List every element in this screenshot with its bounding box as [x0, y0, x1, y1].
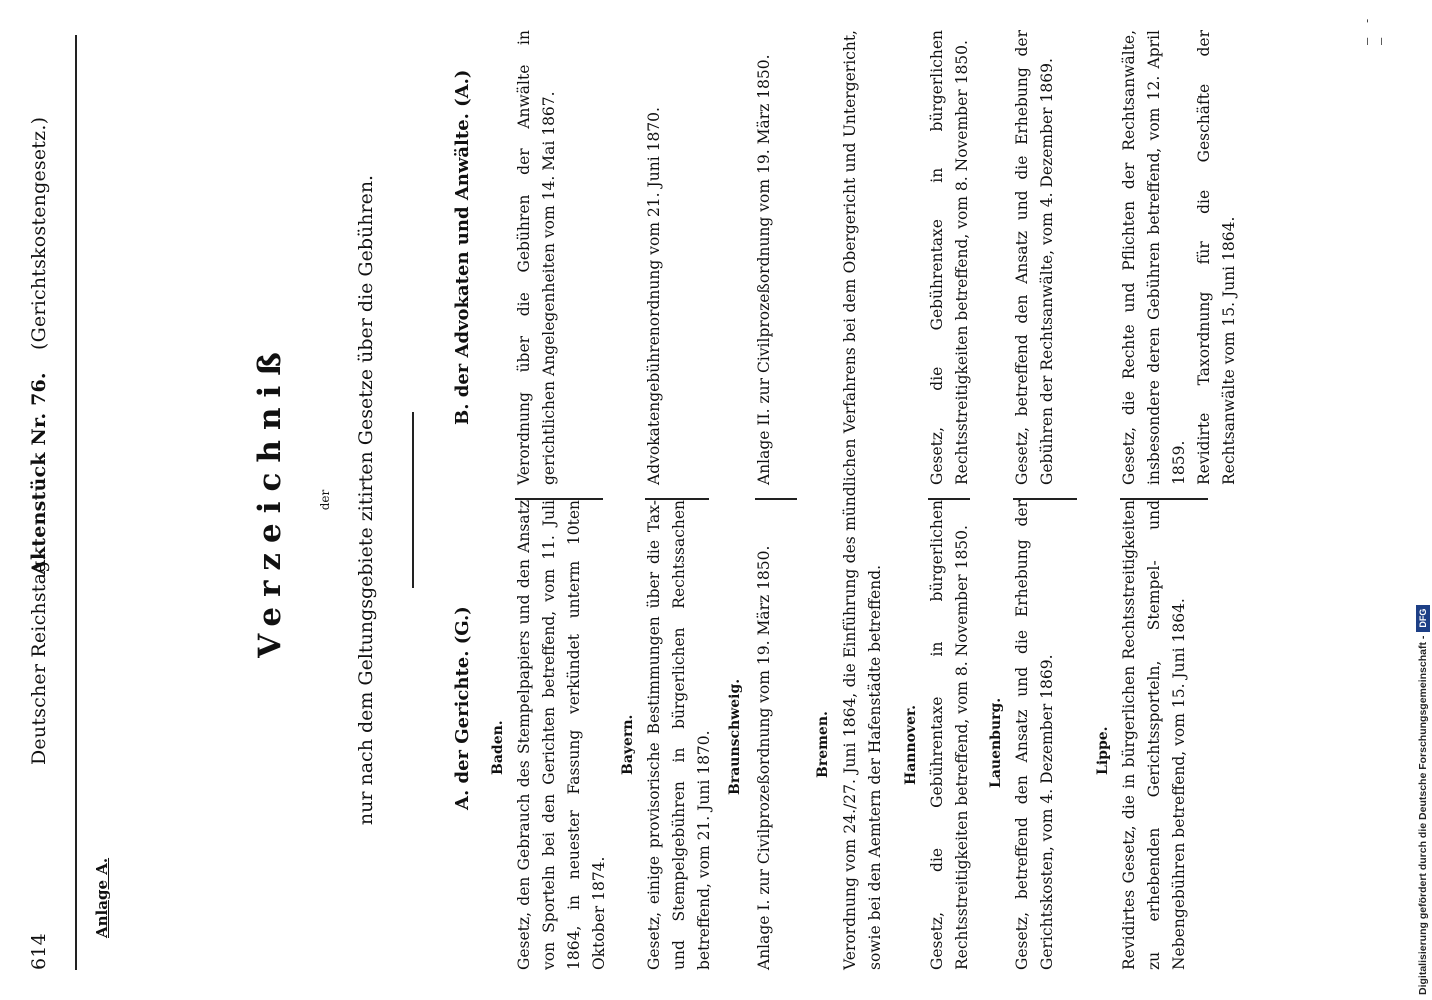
anwalt-entry: Anlage II. zur Civilprozeßordnung vom 19. März 1850. — [755, 54, 773, 485]
column-divider — [1013, 499, 1077, 501]
appendix-label: Anlage A. — [93, 857, 111, 938]
running-header — [28, 30, 54, 970]
column-divider — [515, 499, 603, 501]
anwalt-entry: Gesetz, die Rechte und Pflichten der Rechtsanwälte, insbesondere deren Gebühren betreffend, vom 12. April 1859. — [1120, 30, 1188, 485]
anwalt-entry: Verordnung über die Gebühren der Anwälte in gerichtlichen Angelegenheiten vom 14. Mai 1867. — [515, 30, 558, 485]
state-heading: Lauenburg. — [988, 697, 1004, 788]
section-a-heading: A. der Gerichte. (G.) — [452, 606, 473, 810]
state-heading: Bremen. — [815, 711, 831, 778]
gericht-entry: Gesetz, betreffend den Ansatz und die Erhebung der Gerichtskosten, vom 4. Dezember 1869. — [1013, 500, 1056, 970]
scan-margin-marks: — - — — [1360, 14, 1388, 45]
document-title: Verzeichniß — [252, 342, 288, 658]
state-heading: Lippe. — [1095, 726, 1111, 775]
gericht-entry: Anlage I. zur Civilprozeßordnung vom 19. März 1850. — [755, 545, 773, 970]
anwalt-entry: Revidirte Taxordnung für die Geschäfte der Rechtsanwälte vom 15. Juni 1864. — [1195, 30, 1238, 485]
state-heading: Baden. — [490, 720, 506, 775]
column-divider — [928, 499, 970, 501]
gericht-entry: Verordnung vom 24./27. Juni 1864, die Einführung des mündlichen Verfahrens bei dem Obergericht und Untergericht, sowie bei den Aemtern der Hafenstädte betreffend. — [841, 30, 884, 970]
state-heading: Braunschweig. — [727, 678, 743, 795]
digitization-credit — [1411, 4, 1432, 995]
document-subtitle: nur nach dem Geltungsgebiete zitirten Gesetze über die Gebühren. — [355, 174, 377, 826]
gericht-entry: Gesetz, den Gebrauch des Stempelpapiers und den Ansatz von Sporteln bei den Gerichten betreffend, vom 11. Juli 1864, in neuester Fassung verkündet unterm 10ten Oktober 1874. — [515, 500, 608, 970]
column-divider — [755, 499, 797, 501]
title-rule — [412, 412, 414, 588]
document-number: Aktenstück Nr. 76. — [28, 372, 50, 575]
law-name: (Gerichtskostengesetz.) — [28, 116, 50, 350]
journal-title: Deutscher Reichstag. — [28, 554, 50, 765]
state-heading: Hannover. — [903, 704, 919, 785]
header-rule — [75, 35, 77, 970]
anwalt-entry: Advokatengebührenordnung vom 21. Juni 1870. — [645, 107, 663, 485]
gericht-entry: Gesetz, einige provisorische Bestimmungen über die Tax- und Stempelgebühren in bürgerlichen Rechtssachen betreffend, vom 21. Juni 1870. — [645, 500, 713, 970]
anwalt-entry: Gesetz, die Gebührentaxe in bürgerlichen Rechtsstreitigkeiten betreffend, vom 8. November 1850. — [928, 30, 971, 485]
credit-text: Digitalisierung gefördert durch die Deutsche Forschungsgemeinschaft - — [1417, 635, 1429, 995]
state-heading: Bayern. — [620, 714, 636, 775]
column-divider — [645, 499, 709, 501]
column-divider — [1120, 499, 1208, 501]
anwalt-entry: Gesetz, betreffend den Ansatz und die Erhebung der Gebühren der Rechtsanwälte, vom 4. Dezember 1869. — [1013, 30, 1056, 485]
page-number: 614 — [28, 933, 50, 970]
title-connector: der — [318, 489, 332, 511]
gericht-entry: Gesetz, die Gebührentaxe in bürgerlichen Rechtsstreitigkeiten betreffend, vom 8. November 1850. — [928, 500, 971, 970]
gericht-entry: Revidirtes Gesetz, die in bürgerlichen Rechtsstreitigkeiten zu erhebenden Gerichtssporteln, Stempel- und Nebengebühren betreffend, vom 15. Juni 1864. — [1120, 500, 1188, 970]
section-b-heading: B. der Advokaten und Anwälte. (A.) — [452, 69, 473, 425]
dfg-logo: DFG — [1416, 605, 1430, 632]
